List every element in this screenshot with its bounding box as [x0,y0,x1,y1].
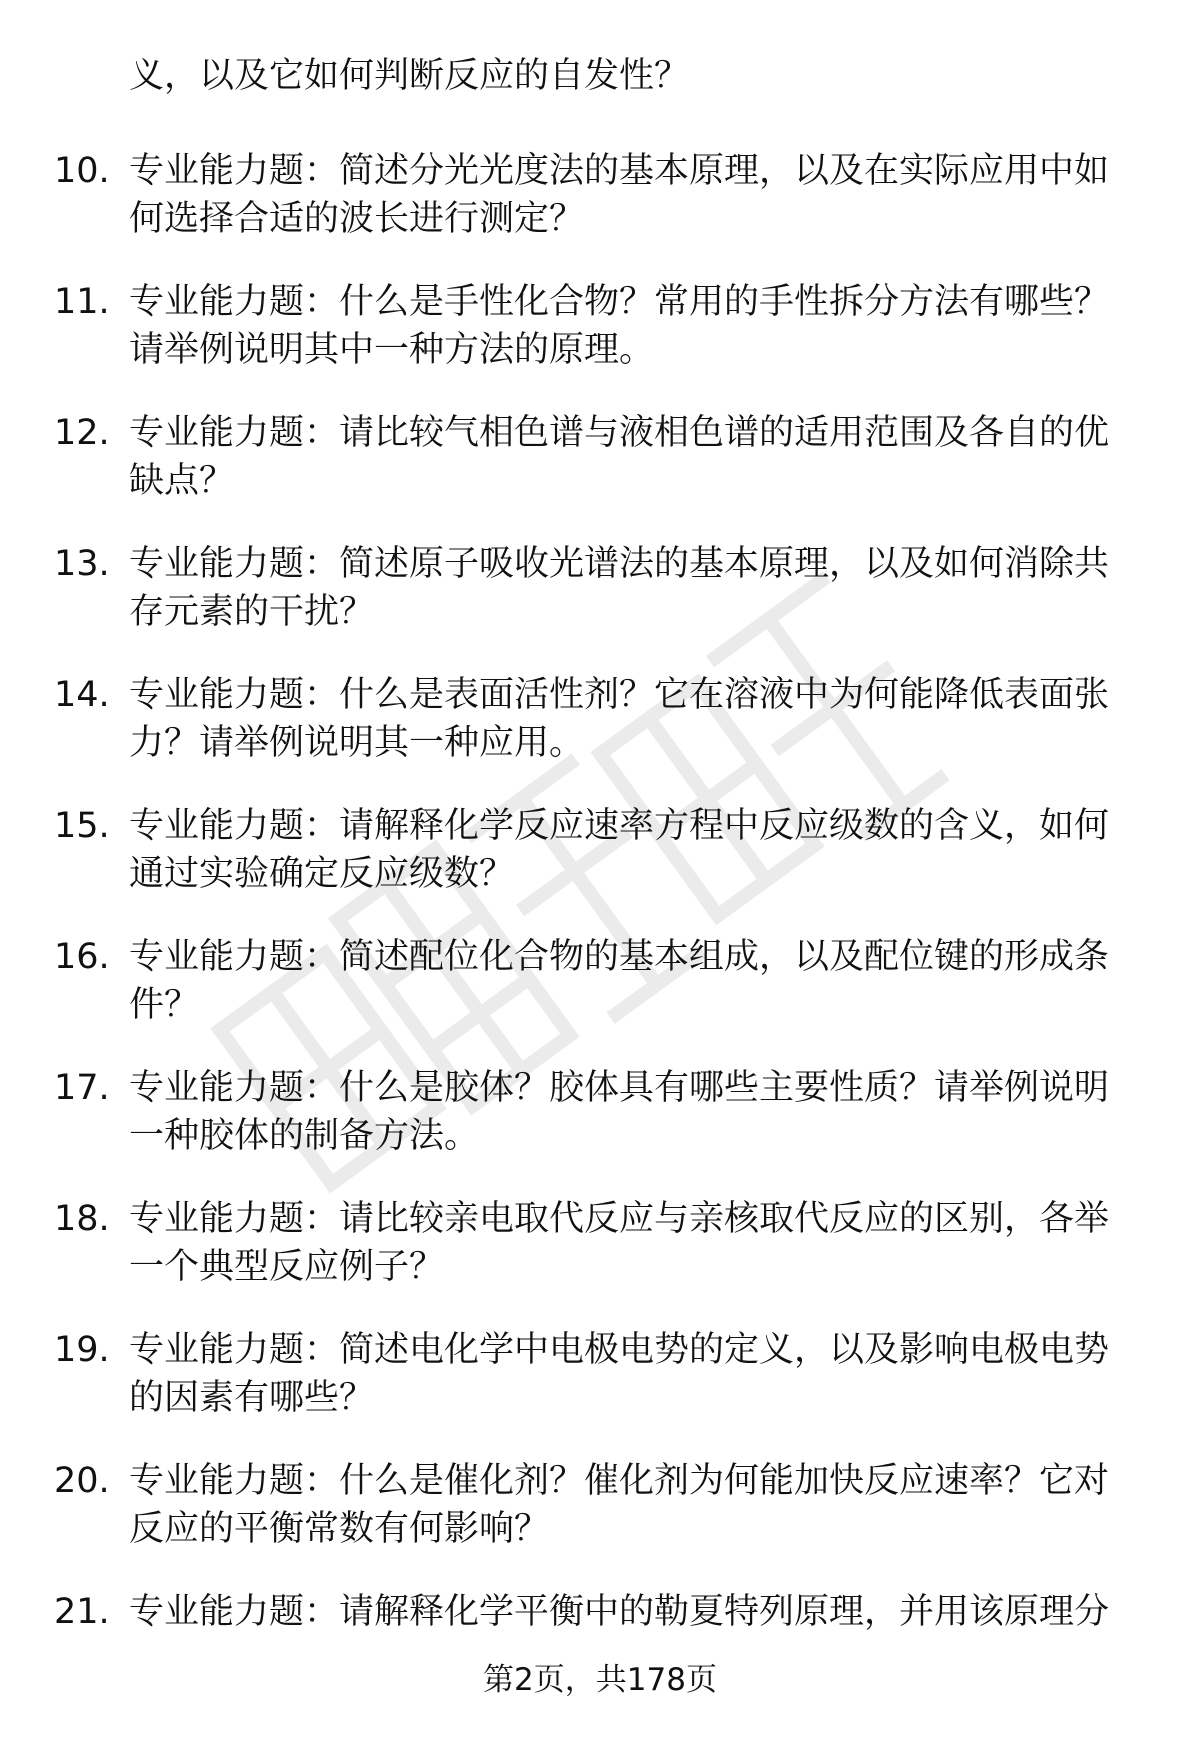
question-item [0,671,1200,802]
question-text: 专业能力题：请解释化学反应速率方程中反应级数的含义，如何通过实验确定反应级数？ [129,806,1110,894]
question-number: 21. [54,1592,110,1632]
question-text: 专业能力题：什么是催化剂？催化剂为何能加快反应速率？它对反应的平衡常数有何影响？ [129,1461,1110,1549]
question-continuation-text: 义，以及它如何判断反应的自发性？ [129,56,690,96]
question-item [0,1326,1200,1457]
question-number: 16. [54,937,110,977]
question-item [0,278,1200,409]
question-item [0,933,1200,1064]
question-item [0,1457,1200,1588]
question-text: 专业能力题：什么是表面活性剂？它在溶液中为何能降低表面张力？请举例说明其一种应用。 [129,675,1110,763]
question-text: 专业能力题：请解释化学平衡中的勒夏特列原理，并用该原理分 [129,1592,1110,1632]
question-item [0,147,1200,278]
question-number: 15. [54,806,110,846]
question-number: 17. [54,1068,110,1108]
question-text: 专业能力题：简述分光光度法的基本原理，以及在实际应用中如何选择合适的波长进行测定？ [129,151,1110,239]
question-number: 12. [54,413,110,453]
question-item [0,409,1200,540]
question-number: 11. [54,282,110,322]
question-text: 专业能力题：什么是手性化合物？常用的手性拆分方法有哪些？请举例说明其中一种方法的原理。 [129,282,1110,370]
question-text: 专业能力题：什么是胶体？胶体具有哪些主要性质？请举例说明一种胶体的制备方法。 [129,1068,1110,1156]
question-number: 14. [54,675,110,715]
question-number: 19. [54,1330,110,1370]
question-item [0,1195,1200,1326]
page-footer: 第2页，共178页 [483,1662,717,1698]
question-item [0,540,1200,671]
question-item [0,802,1200,933]
question-text: 专业能力题：简述电化学中电极电势的定义，以及影响电极电势的因素有哪些？ [129,1330,1110,1418]
question-number: 10. [54,151,110,191]
question-item [0,1064,1200,1195]
question-number: 13. [54,544,110,584]
question-text: 专业能力题：请比较气相色谱与液相色谱的适用范围及各自的优缺点？ [129,413,1110,501]
question-text: 专业能力题：请比较亲电取代反应与亲核取代反应的区别，各举一个典型反应例子？ [129,1199,1110,1287]
question-number: 18. [54,1199,110,1239]
question-list [0,147,1200,1719]
question-text: 专业能力题：简述原子吸收光谱法的基本原理，以及如何消除共存元素的干扰？ [129,544,1110,632]
question-number: 20. [54,1461,110,1501]
question-text: 专业能力题：简述配位化合物的基本组成，以及配位键的形成条件？ [129,937,1110,1025]
